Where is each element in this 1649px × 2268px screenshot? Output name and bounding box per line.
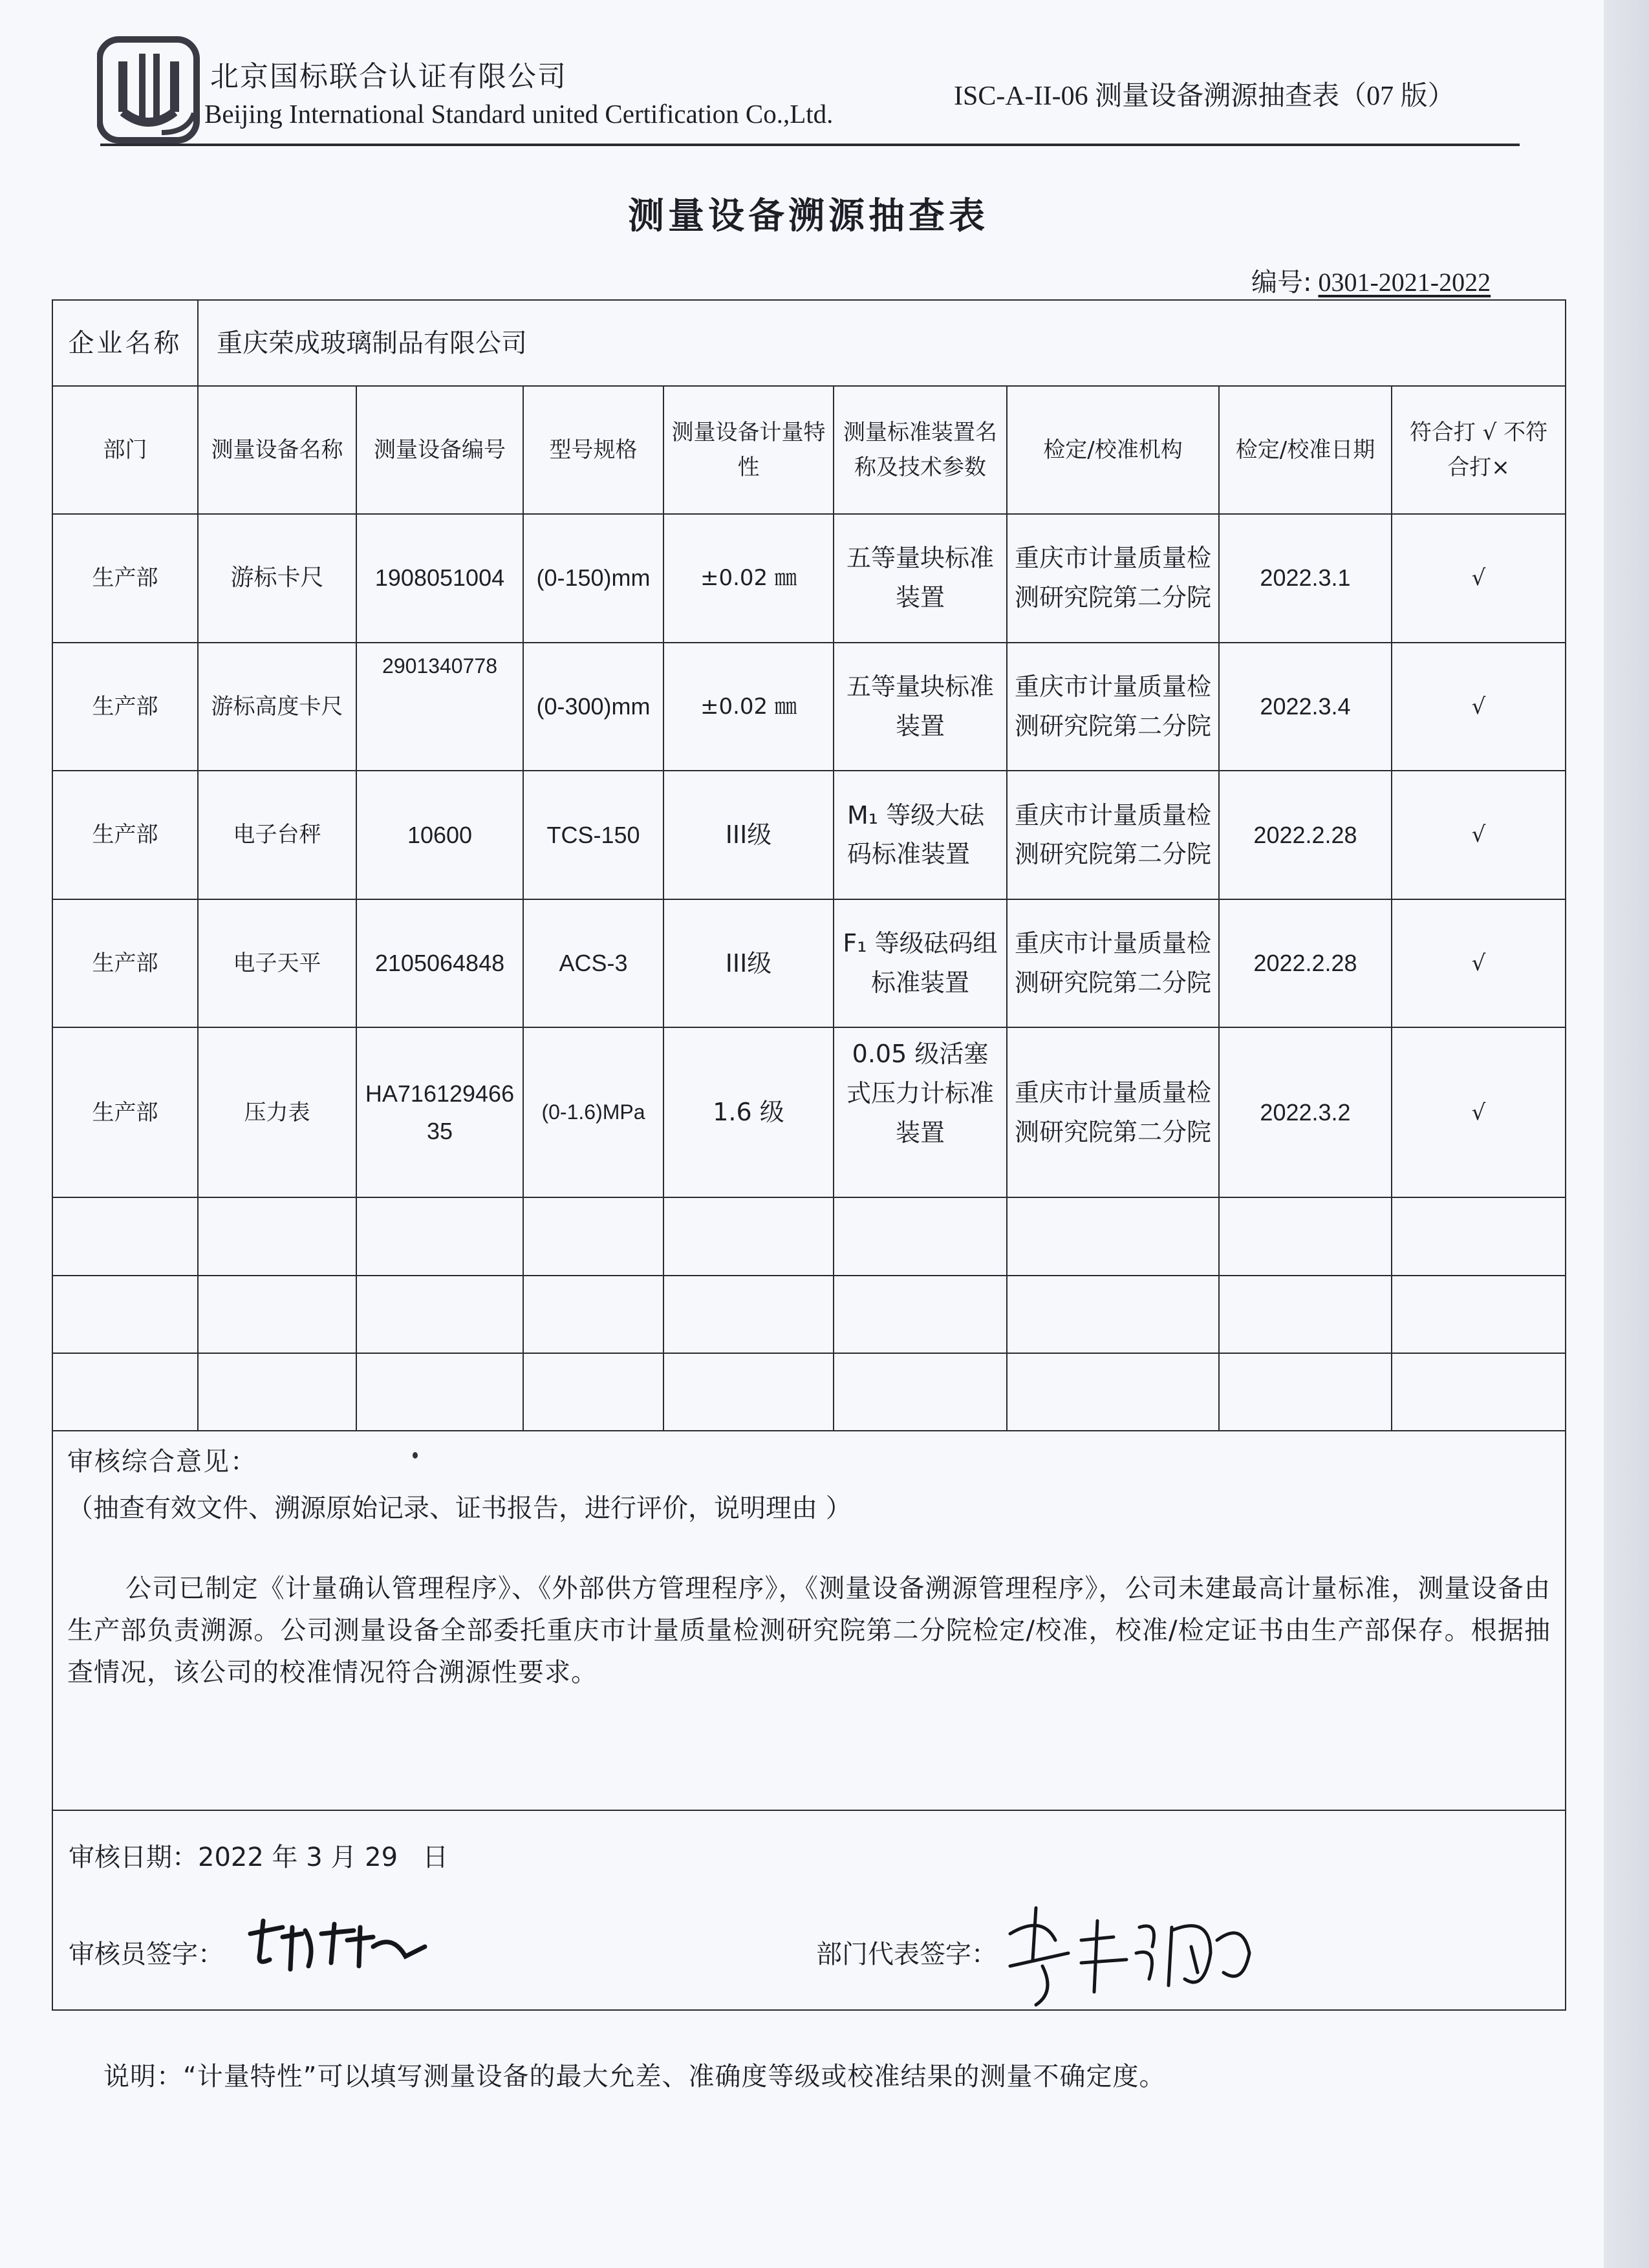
- document-number: [1251, 262, 1491, 299]
- review-year: 2022: [198, 1842, 264, 1872]
- dept-rep-signature: [997, 1901, 1282, 2011]
- dept-cell: 生产部: [52, 771, 198, 899]
- review-date: [69, 1837, 448, 1878]
- header-cell: 检定/校准日期: [1219, 386, 1392, 514]
- month-unit: 月: [330, 1842, 357, 1872]
- table-row: [52, 771, 1566, 899]
- table-row: [52, 514, 1566, 643]
- empty-row: [52, 1353, 1566, 1431]
- check-cell: √: [1392, 1027, 1566, 1197]
- empty-row: [52, 1197, 1566, 1275]
- header-cell: 测量设备名称: [198, 386, 356, 514]
- check-cell: √: [1392, 899, 1566, 1028]
- empty-row: [52, 1276, 1566, 1353]
- reviewer-label: 审核员签字：: [69, 1939, 224, 1969]
- org-cell: 重庆市计量质量检测研究院第二分院: [1007, 1027, 1219, 1197]
- dept-cell: 生产部: [52, 1027, 198, 1197]
- model-cell: (0-300)mm: [523, 643, 663, 771]
- dept-rep-label: 部门代表签字：: [816, 1939, 997, 1969]
- org-cell: 重庆市计量质量检测研究院第二分院: [1007, 899, 1219, 1028]
- standard-cell: 五等量块标准装置: [834, 643, 1007, 771]
- device-name-cell: 压力表: [198, 1027, 356, 1197]
- device-id-cell: 1908051004: [356, 514, 523, 643]
- standard-cell: M₁ 等级大砝码标准装置: [834, 771, 1007, 899]
- standard-cell: 五等量块标准装置: [834, 514, 1007, 643]
- spec-cell: III级: [663, 771, 834, 899]
- opinion-row: [52, 1431, 1566, 1810]
- device-id-cell: 2901340778: [356, 643, 523, 771]
- org-cell: 重庆市计量质量检测研究院第二分院: [1007, 514, 1219, 643]
- date-cell: 2022.3.2: [1219, 1027, 1392, 1197]
- model-cell: ACS-3: [523, 899, 663, 1028]
- review-day: 29: [365, 1842, 398, 1872]
- model-cell: (0-150)mm: [523, 514, 663, 643]
- standard-cell: F₁ 等级砝码组标准装置: [834, 899, 1007, 1028]
- form-code: ISC-A-II-06 测量设备溯源抽查表（07 版）: [954, 81, 1455, 111]
- header-cell: 测量设备计量特性: [663, 386, 834, 514]
- spec-cell: ±0.02 ㎜: [663, 643, 834, 771]
- company-name-cn: 北京国标联合认证有限公司: [210, 60, 567, 93]
- table-row: [52, 1027, 1566, 1197]
- date-cell: 2022.2.28: [1219, 771, 1392, 899]
- model-cell: TCS-150: [523, 771, 663, 899]
- header-cell: 测量标准装置名称及技术参数: [834, 386, 1007, 514]
- document-number-label: 编号:: [1251, 268, 1312, 297]
- spec-cell: ±0.02 ㎜: [663, 514, 834, 643]
- year-unit: 年: [272, 1842, 298, 1872]
- standard-cell: 0.05 级活塞式压力计标准装置: [834, 1027, 1007, 1197]
- isc-logo-icon: [97, 36, 200, 145]
- footnote: 说明：“计量特性”可以填写测量设备的最大允差、准确度等级或校准结果的测量不确定度。: [103, 2062, 1166, 2091]
- signoff-row: [52, 1810, 1566, 2010]
- device-id-cell: 2105064848: [356, 899, 523, 1028]
- device-name-cell: 游标高度卡尺: [198, 643, 356, 771]
- company-row: [52, 300, 1566, 386]
- device-name-cell: 电子台秤: [198, 771, 356, 899]
- spec-cell: 1.6 级: [663, 1027, 834, 1197]
- date-cell: 2022.2.28: [1219, 899, 1392, 1028]
- reviewer-signature: [244, 1908, 431, 1992]
- check-cell: √: [1392, 643, 1566, 771]
- opinion-cell: [52, 1431, 1566, 1810]
- date-cell: 2022.3.4: [1219, 643, 1392, 771]
- company-name: 重庆荣成玻璃制品有限公司: [198, 300, 1566, 386]
- company-label: 企业名称: [52, 300, 198, 386]
- document-title: 测量设备溯源抽查表: [628, 195, 989, 237]
- table-row: [52, 899, 1566, 1028]
- header-cell: 符合打 √ 不符合打×: [1392, 386, 1566, 514]
- document-number-value: 0301-2021-2022: [1318, 268, 1491, 297]
- header-row: [52, 386, 1566, 514]
- model-cell: (0-1.6)MPa: [523, 1027, 663, 1197]
- dept-cell: 生产部: [52, 514, 198, 643]
- review-month: 3: [306, 1842, 323, 1872]
- scan-speck: [413, 1452, 418, 1459]
- day-unit: 日: [422, 1842, 449, 1872]
- device-id-cell: HA71612946635: [356, 1027, 523, 1197]
- device-name-cell: 电子天平: [198, 899, 356, 1028]
- dept-cell: 生产部: [52, 643, 198, 771]
- check-cell: √: [1392, 514, 1566, 643]
- device-name-cell: 游标卡尺: [198, 514, 356, 643]
- header-cell: 测量设备编号: [356, 386, 523, 514]
- dept-cell: 生产部: [52, 899, 198, 1028]
- opinion-hint: （抽查有效文件、溯源原始记录、证书报告，进行评价，说明理由 ）: [67, 1493, 852, 1524]
- spec-cell: III级: [663, 899, 834, 1028]
- review-date-label: 审核日期：: [69, 1842, 198, 1872]
- device-id-cell: 10600: [356, 771, 523, 899]
- org-cell: 重庆市计量质量检测研究院第二分院: [1007, 643, 1219, 771]
- check-cell: √: [1392, 771, 1566, 899]
- header-cell: 检定/校准机构: [1007, 386, 1219, 514]
- header-cell: 部门: [52, 386, 198, 514]
- date-cell: 2022.3.1: [1219, 514, 1392, 643]
- company-name-en: Beijing International Standard united Certification Co.,Ltd.: [204, 99, 834, 129]
- org-cell: 重庆市计量质量检测研究院第二分院: [1007, 771, 1219, 899]
- opinion-body: 公司已制定《计量确认管理程序》、《外部供方管理程序》，《测量设备溯源管理程序》，公司未建最高计量标准，测量设备由生产部负责溯源。公司测量设备全部委托重庆市计量质量检测研究院第二分院检定/校准，校准/检定证书由生产部保存。根据抽查情况，该公司的校准情况符合溯源性要求。: [67, 1574, 1551, 1687]
- table-row: [52, 643, 1566, 771]
- header-divider: [100, 144, 1520, 146]
- opinion-title: 审核综合意见：: [67, 1447, 257, 1477]
- traceability-table: [52, 299, 1566, 2011]
- scan-edge: [1604, 0, 1649, 2268]
- signoff-cell: [52, 1810, 1566, 2010]
- header-cell: 型号规格: [523, 386, 663, 514]
